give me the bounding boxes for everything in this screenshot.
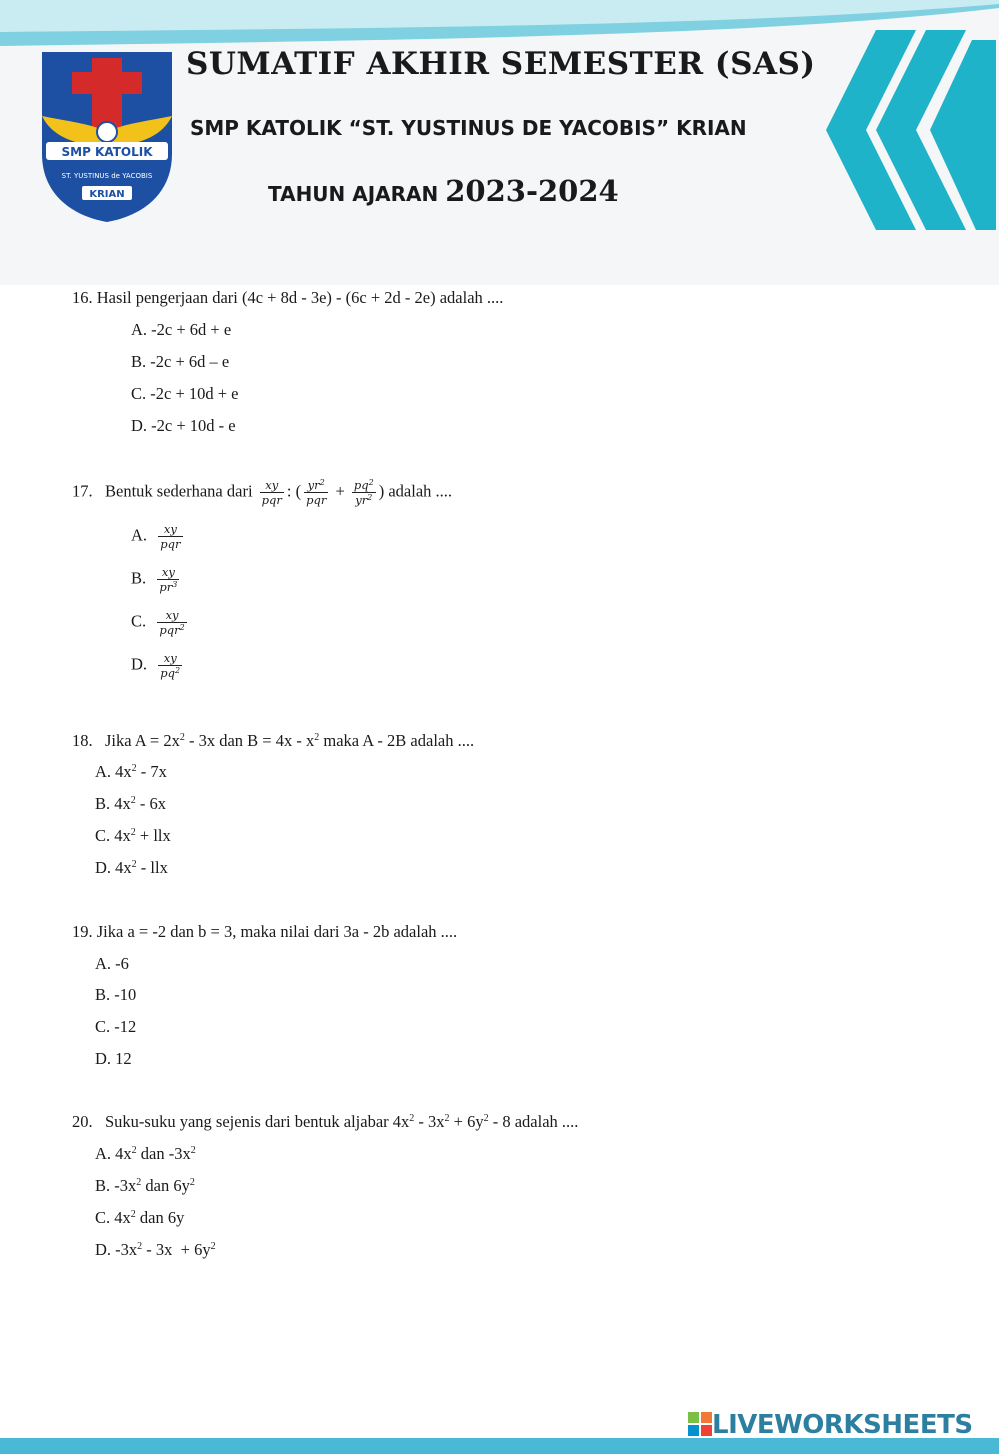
q18-option-a[interactable]: A. $4x^2 - 7x$ xyxy=(95,762,167,781)
year-label: TAHUN AJARAN xyxy=(268,182,439,206)
q16-option-a[interactable]: A. -2c + 6d + e xyxy=(131,320,232,339)
year-value: 2023-2024 xyxy=(445,174,619,208)
header-banner xyxy=(0,0,999,285)
question-18: 18. Jika $A = 2x^2 - 3x$ dan $B = 4x - x^2$ maka A - 2B adalah .... xyxy=(72,731,475,750)
svg-text:SMP KATOLIK: SMP KATOLIK xyxy=(61,145,153,159)
footer-bar xyxy=(0,1438,999,1454)
academic-year xyxy=(268,174,619,208)
q17-stem-suffix: adalah .... xyxy=(388,481,453,501)
liveworksheets-logo xyxy=(688,1410,973,1440)
q17-option-d[interactable]: D. $\frac{xy}{pq^2}$ xyxy=(131,651,181,681)
q16-option-b[interactable]: B. -2c + 6d – e xyxy=(131,352,230,371)
exam-title: SUMATIF AKHIR SEMESTER (SAS) xyxy=(186,46,816,82)
q17-option-a[interactable]: A. $\frac{xy}{\text{pqr}}$ xyxy=(131,522,181,552)
q17-stem-prefix: Bentuk sederhana dari xyxy=(105,481,253,501)
q20-option-c[interactable]: C. $4x^2$ dan 6y xyxy=(95,1208,185,1227)
q17-frac-1: $\frac{xy}{\text{pqr}}$ xyxy=(261,478,282,508)
q18-option-b[interactable]: B. $4x^2 - 6x$ xyxy=(95,794,167,813)
q16-option-d[interactable]: D. -2c + 10d - e xyxy=(131,416,236,435)
q20-option-a[interactable]: A. $4x^2$ dan $-3x^2$ xyxy=(95,1144,196,1163)
q17-number: 17. xyxy=(72,481,93,501)
chevron-decoration-icon xyxy=(806,30,996,260)
question-17: 17. Bentuk sederhana dari $\frac{xy}{\text{pqr}}$ : ( $\frac{yr^2}{\text{pqr}}$ + $\frac{pq^2}{yr^2}$ ) adalah .... xyxy=(72,478,453,508)
question-20: 20. Suku-suku yang sejenis dari bentuk aljabar $4x^2 - 3x^2 + 6y^2 - 8$ adalah .... xyxy=(72,1112,579,1131)
q19-option-b[interactable]: B. -10 xyxy=(95,985,137,1004)
liveworksheets-icon xyxy=(688,1412,712,1436)
q19-option-a[interactable]: A. -6 xyxy=(95,954,129,973)
school-logo xyxy=(32,44,182,224)
q16-option-c[interactable]: C. -2c + 10d + e xyxy=(131,384,239,403)
svg-text:KRIAN: KRIAN xyxy=(89,189,125,200)
question-16: 16. Hasil pengerjaan dari (4c + 8d - 3e) - (6c + 2d - 2e) adalah .... xyxy=(72,288,504,307)
q17-frac-3: $\frac{pq^2}{yr^2}$ xyxy=(353,478,374,508)
q18-option-d[interactable]: D. $4x^2$ - llx xyxy=(95,858,168,877)
school-name: SMP KATOLIK “ST. YUSTINUS DE YACOBIS” KRIAN xyxy=(190,116,747,140)
q19-option-c[interactable]: C. -12 xyxy=(95,1017,137,1036)
q17-option-c[interactable]: C. $\frac{xy}{pqr^2}$ xyxy=(131,608,185,638)
q20-option-b[interactable]: B. $-3x^2$ dan $6y^2$ xyxy=(95,1176,195,1195)
q17-option-b[interactable]: B. $\frac{xy}{pr^3}$ xyxy=(131,565,178,595)
liveworksheets-text: LIVEWORKSHEETS xyxy=(712,1410,973,1440)
q18-option-c[interactable]: C. $4x^2$ + llx xyxy=(95,826,171,845)
q19-option-d[interactable]: D. 12 xyxy=(95,1049,132,1068)
svg-text:ST. YUSTINUS de YACOBIS: ST. YUSTINUS de YACOBIS xyxy=(61,172,153,180)
q17-frac-2: $\frac{yr^2}{\text{pqr}}$ xyxy=(306,478,327,508)
q20-option-d[interactable]: D. $-3x^2 - 3x + 6y^2$ xyxy=(95,1240,216,1259)
question-19: 19. Jika a = -2 dan b = 3, maka nilai dari 3a - 2b adalah .... xyxy=(72,922,458,941)
